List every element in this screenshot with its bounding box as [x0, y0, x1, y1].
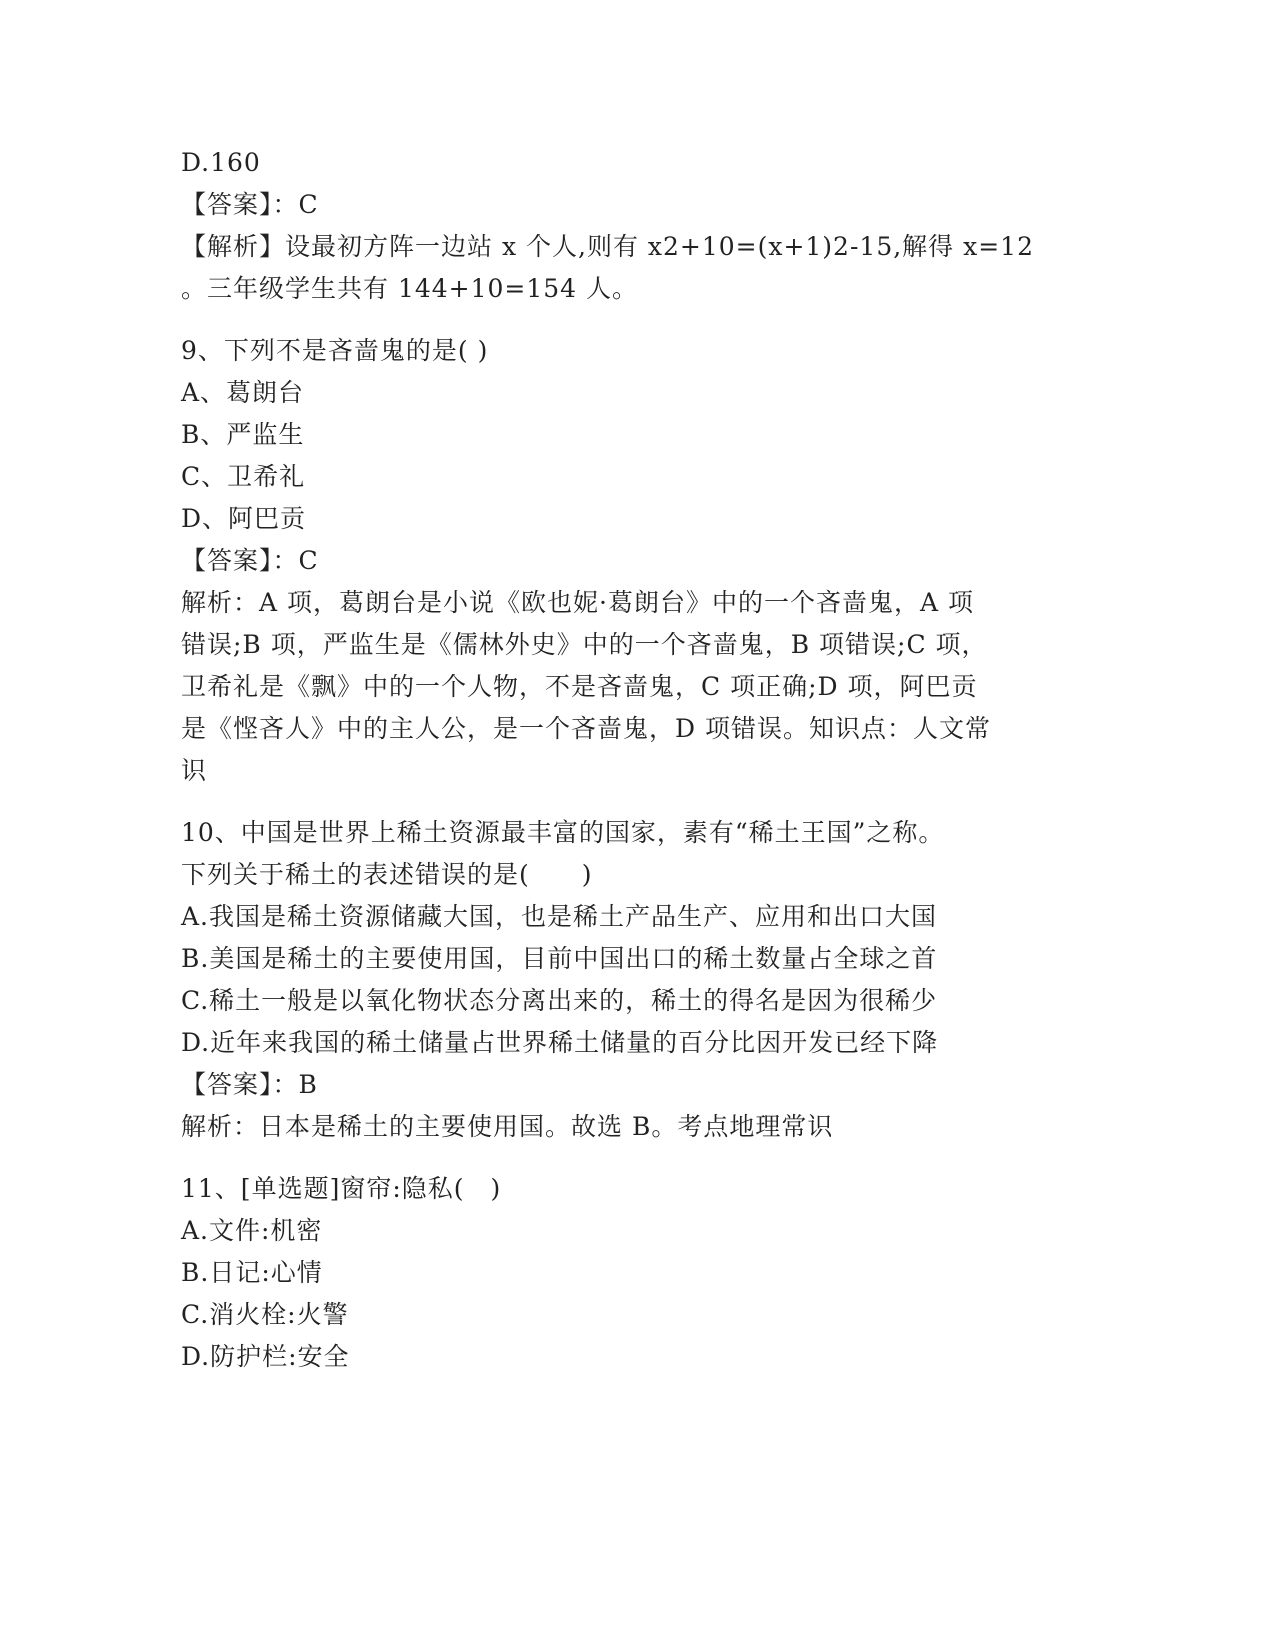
spacer [181, 1148, 1061, 1168]
q10-analysis: 解析：日本是稀土的主要使用国。故选 B。考点地理常识 [181, 1112, 834, 1141]
spacer [181, 310, 1061, 330]
q9-option-c: C、卫希礼 [181, 462, 306, 491]
q9-option-d: D、阿巴贡 [181, 504, 307, 533]
q10-option-d: D.近年来我国的稀土储量占世界稀土储量的百分比因开发已经下降 [181, 1028, 939, 1057]
q11-option-d: D.防护栏:安全 [181, 1342, 350, 1371]
q8-analysis-line-2: 。三年级学生共有 144+10=154 人。 [181, 274, 639, 303]
q11-option-b: B.日记:心情 [181, 1258, 323, 1287]
q9-analysis-line-4: 是《悭吝人》中的主人公，是一个吝啬鬼，D 项错误。知识点：人文常 [181, 714, 991, 743]
q11-stem: 11、[单选题]窗帘:隐私( ) [181, 1174, 502, 1203]
q11-option-a: A.文件:机密 [181, 1216, 323, 1245]
q8-option-d: D.160 [181, 148, 261, 177]
page-content [181, 142, 1061, 1378]
q10-option-c: C.稀土一般是以氧化物状态分离出来的，稀土的得名是因为很稀少 [181, 986, 938, 1015]
q9-option-b: B、严监生 [181, 420, 305, 449]
q9-analysis-line-1: 解析：A 项，葛朗台是小说《欧也妮·葛朗台》中的一个吝啬鬼，A 项 [181, 588, 974, 617]
q9-option-a: A、葛朗台 [181, 378, 305, 407]
q9-analysis-line-3: 卫希礼是《飘》中的一个人物，不是吝啬鬼，C 项正确;D 项，阿巴贡 [181, 672, 978, 701]
q9-analysis-line-5: 识 [181, 756, 208, 785]
q9-stem: 9、下列不是吝啬鬼的是( ) [181, 336, 489, 365]
q9-answer: 【答案】：C [181, 546, 319, 575]
q8-answer: 【答案】：C [181, 190, 319, 219]
q10-option-b: B.美国是稀土的主要使用国，目前中国出口的稀土数量占全球之首 [181, 944, 938, 973]
q8-analysis-line-1: 【解析】设最初方阵一边站 x 个人,则有 x2+10=(x+1)2-15,解得 x=12 [181, 232, 1034, 261]
q10-stem-line-2: 下列关于稀土的表述错误的是( ) [181, 860, 593, 889]
q9-analysis-line-2: 错误;B 项，严监生是《儒林外史》中的一个吝啬鬼，B 项错误;C 项， [181, 630, 988, 659]
spacer [181, 792, 1061, 812]
q10-answer: 【答案】：B [181, 1070, 318, 1099]
q10-option-a: A.我国是稀土资源储藏大国，也是稀土产品生产、应用和出口大国 [181, 902, 938, 931]
q11-option-c: C.消火栓:火警 [181, 1300, 349, 1329]
q10-stem-line-1: 10、中国是世界上稀土资源最丰富的国家，素有“稀土王国”之称。 [181, 818, 945, 847]
